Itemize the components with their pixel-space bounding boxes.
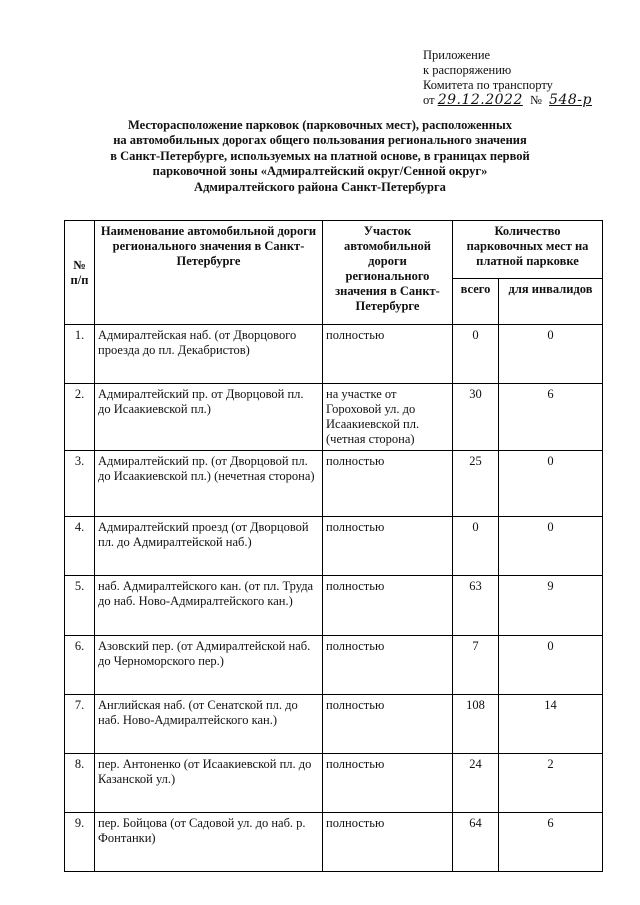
- row-disabled: 2: [499, 754, 603, 813]
- table-row: [65, 325, 603, 384]
- number-prefix: №: [529, 93, 542, 107]
- title-line-5: Адмиралтейского района Санкт-Петербурга: [194, 179, 446, 194]
- row-road: Адмиралтейский пр. от Дворцовой пл. до Исаакиевской пл.): [95, 384, 323, 451]
- row-num: 1.: [65, 325, 95, 384]
- row-section: полностью: [323, 451, 453, 517]
- header-total: всего: [453, 279, 499, 325]
- table-row: [65, 636, 603, 695]
- date-prefix: от: [423, 93, 435, 107]
- row-section: полностью: [323, 576, 453, 636]
- annex-line-3: Комитета по транспорту: [423, 78, 553, 92]
- table-row: [65, 695, 603, 754]
- table-row: [65, 813, 603, 872]
- annex-date-line: [423, 93, 592, 108]
- header-road: Наименование автомобильной дороги регионального значения в Санкт-Петербурге: [95, 221, 323, 325]
- row-road: Азовский пер. (от Адмиралтейской наб. до Черноморского пер.): [95, 636, 323, 695]
- row-num: 3.: [65, 451, 95, 517]
- table-row: [65, 384, 603, 451]
- row-total: 0: [453, 517, 499, 576]
- row-total: 30: [453, 384, 499, 451]
- row-road: Адмиралтейская наб. (от Дворцового проезда до пл. Декабристов): [95, 325, 323, 384]
- row-disabled: 0: [499, 451, 603, 517]
- title-line-3: в Санкт-Петербурге, используемых на платной основе, в границах первой: [110, 148, 530, 163]
- handwritten-number: 548-р: [549, 92, 592, 108]
- row-road: наб. Адмиралтейского кан. (от пл. Труда до наб. Ново-Адмиралтейского кан.): [95, 576, 323, 636]
- row-disabled: 0: [499, 517, 603, 576]
- row-num: 5.: [65, 576, 95, 636]
- annex-block: [423, 48, 592, 108]
- row-num: 9.: [65, 813, 95, 872]
- row-total: 24: [453, 754, 499, 813]
- row-num: 8.: [65, 754, 95, 813]
- header-section: Участок автомобильной дороги регионального значения в Санкт-Петербурге: [323, 221, 453, 325]
- row-disabled: 0: [499, 325, 603, 384]
- row-section: полностью: [323, 636, 453, 695]
- row-section: полностью: [323, 325, 453, 384]
- row-num: 6.: [65, 636, 95, 695]
- row-section: полностью: [323, 754, 453, 813]
- row-disabled: 9: [499, 576, 603, 636]
- parking-table: [64, 220, 603, 872]
- row-disabled: 14: [499, 695, 603, 754]
- header-disabled: для инвалидов: [499, 279, 603, 325]
- handwritten-date: 29.12.2022: [437, 92, 523, 108]
- table-header-row: [65, 221, 603, 279]
- row-num: 7.: [65, 695, 95, 754]
- row-disabled: 6: [499, 813, 603, 872]
- row-num: 2.: [65, 384, 95, 451]
- row-section: полностью: [323, 813, 453, 872]
- row-disabled: 0: [499, 636, 603, 695]
- row-road: пер. Бойцова (от Садовой ул. до наб. р. Фонтанки): [95, 813, 323, 872]
- header-num: № п/п: [65, 221, 95, 325]
- row-total: 63: [453, 576, 499, 636]
- row-section: полностью: [323, 517, 453, 576]
- annex-line-1: Приложение: [423, 48, 491, 62]
- document-title: [80, 118, 560, 195]
- table-row: [65, 754, 603, 813]
- title-line-1: Месторасположение парковок (парковочных мест), расположенных: [128, 118, 512, 132]
- row-section: полностью: [323, 695, 453, 754]
- row-disabled: 6: [499, 384, 603, 451]
- row-total: 0: [453, 325, 499, 384]
- title-line-2: на автомобильных дорогах общего пользования регионального значения: [113, 133, 527, 148]
- row-num: 4.: [65, 517, 95, 576]
- annex-line-2: к распоряжению: [423, 63, 512, 77]
- table-row: [65, 451, 603, 517]
- table-row: [65, 576, 603, 636]
- row-total: 7: [453, 636, 499, 695]
- row-road: Адмиралтейский пр. (от Дворцовой пл. до Исаакиевской пл.) (нечетная сторона): [95, 451, 323, 517]
- header-count: Количество парковочных мест на платной парковке: [453, 221, 603, 279]
- row-section: на участке от Гороховой ул. до Исаакиевской пл. (четная сторона): [323, 384, 453, 451]
- table-row: [65, 517, 603, 576]
- row-road: Адмиралтейский проезд (от Дворцовой пл. до Адмиралтейской наб.): [95, 517, 323, 576]
- row-total: 25: [453, 451, 499, 517]
- row-total: 64: [453, 813, 499, 872]
- title-line-4: парковочной зоны «Адмиралтейский округ/Сенной округ»: [152, 164, 488, 179]
- row-road: пер. Антоненко (от Исаакиевской пл. до Казанской ул.): [95, 754, 323, 813]
- row-total: 108: [453, 695, 499, 754]
- row-road: Английская наб. (от Сенатской пл. до наб. Ново-Адмиралтейского кан.): [95, 695, 323, 754]
